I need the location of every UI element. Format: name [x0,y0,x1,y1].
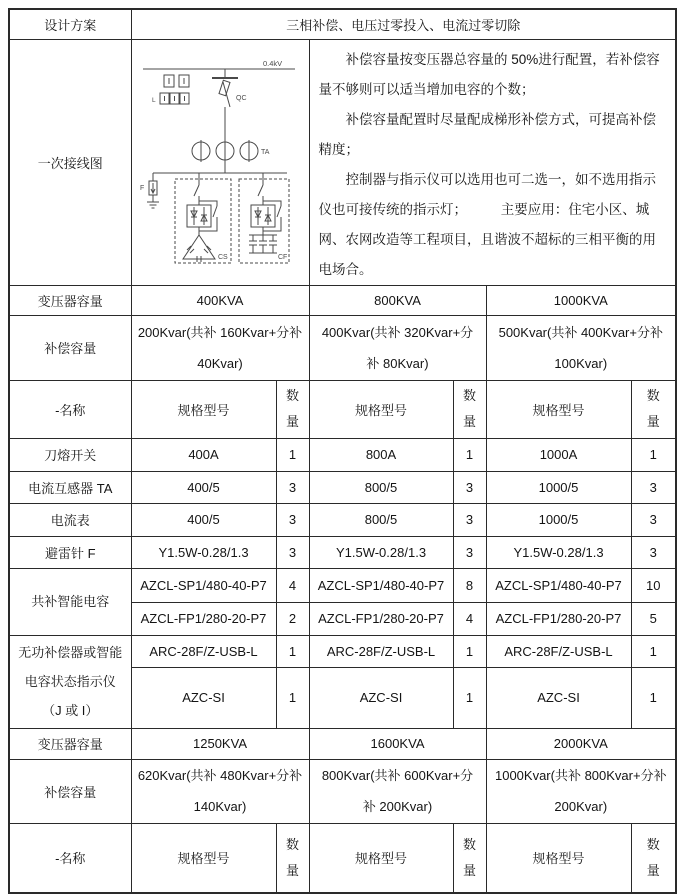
qty-cell: 3 [631,536,676,568]
qty-cell: 3 [276,536,309,568]
spec-cell: AZC-SI [486,667,631,728]
spec-cell: AZCL-FP1/280-20-P7 [131,602,276,635]
spec-cell: Y1.5W-0.28/1.3 [486,536,631,568]
transformer-value: 1250KVA [131,728,309,759]
header-row-2 [9,823,676,893]
spec-cell: ARC-28F/Z-USB-L [486,635,631,667]
transformer-value: 800KVA [309,285,486,315]
spec-cell: 800/5 [309,503,453,536]
qty-cell: 1 [453,667,486,728]
compensation-value: 620Kvar(共补 480Kvar+分补 140Kvar) [131,759,309,823]
qty-cell: 1 [631,667,676,728]
transformer-row-2 [9,728,676,759]
meter-label: L [152,97,156,104]
spec-cell: AZCL-FP1/280-20-P7 [486,602,631,635]
item-row [9,635,676,667]
header-spec: 规格型号 [486,823,631,893]
spec-cell: 1000/5 [486,503,631,536]
transformer-value: 1600KVA [309,728,486,759]
transformer-row-1 [9,285,676,315]
transformer-label: 变压器容量 [9,728,131,759]
compensation-value: 1000Kvar(共补 800Kvar+分补 200Kvar) [486,759,676,823]
spec-cell: 800A [309,438,453,471]
design-row [9,9,676,39]
spec-cell: 400/5 [131,503,276,536]
header-row-1 [9,380,676,438]
compensation-row-2 [9,759,676,823]
spec-cell: 400A [131,438,276,471]
header-qty [453,380,486,438]
header-qty-text: 数量 [285,388,299,429]
qty-cell: 10 [631,568,676,602]
spec-cell: AZC-SI [309,667,453,728]
qty-cell: 3 [631,503,676,536]
header-qty [453,823,486,893]
spec-cell: 1000A [486,438,631,471]
single-line-diagram [137,55,303,269]
qty-cell: 2 [276,602,309,635]
spec-cell: AZCL-SP1/480-40-P7 [309,568,453,602]
arrester-label: F [140,185,145,192]
spec-table [8,8,677,894]
qty-cell: 5 [631,602,676,635]
spec-cell: Y1.5W-0.28/1.3 [131,536,276,568]
spec-cell: ARC-28F/Z-USB-L [309,635,453,667]
qty-cell: 3 [276,503,309,536]
spec-cell: ARC-28F/Z-USB-L [131,635,276,667]
qty-cell: 1 [453,438,486,471]
qty-cell: 1 [276,635,309,667]
single-line-diagram-cell [131,39,309,285]
qty-cell: 1 [631,635,676,667]
compensation-row-1 [9,315,676,380]
compensation-value: 400Kvar(共补 320Kvar+分补 80Kvar) [309,315,486,380]
compensation-label: 补偿容量 [9,315,131,380]
ct-label: TA [261,149,270,156]
item-name: 避雷针 F [9,536,131,568]
header-qty [276,380,309,438]
switch-label: QC [236,95,247,102]
header-spec: 规格型号 [131,823,276,893]
item-name: 共补智能电容 [9,568,131,635]
qty-cell: 4 [453,602,486,635]
spec-cell: AZCL-FP1/280-20-P7 [309,602,453,635]
header-spec: 规格型号 [486,380,631,438]
spec-cell: AZCL-SP1/480-40-P7 [486,568,631,602]
header-name: -名称 [9,380,131,438]
compensation-value: 500Kvar(共补 400Kvar+分补 100Kvar) [486,315,676,380]
spec-cell: 400/5 [131,471,276,503]
header-qty [631,823,676,893]
header-spec: 规格型号 [309,380,453,438]
header-name: -名称 [9,823,131,893]
item-name: 无功补偿器或智能电容状态指示仪（J 或 I） [9,635,131,728]
header-spec: 规格型号 [131,380,276,438]
header-qty [276,823,309,893]
note-line: 补偿容量配置时尽量配成梯形补偿方式，可提高补偿精度； [318,111,656,157]
qty-cell: 3 [453,471,486,503]
compensation-value: 800Kvar(共补 600Kvar+分补 200Kvar) [309,759,486,823]
header-spec: 规格型号 [309,823,453,893]
qty-cell: 4 [276,568,309,602]
qty-cell: 3 [276,471,309,503]
spec-cell: 800/5 [309,471,453,503]
item-name: 电流互感器 TA [9,471,131,503]
spec-cell: AZC-SI [131,667,276,728]
header-qty-text: 数量 [462,836,476,878]
transformer-label: 变压器容量 [9,285,131,315]
item-row [9,438,676,471]
star-group-label: CF [278,254,288,261]
header-qty-text: 数量 [646,836,660,878]
qty-cell: 1 [276,438,309,471]
wiring-label: 一次接线图 [9,39,131,285]
transformer-value: 400KVA [131,285,309,315]
item-row [9,568,676,602]
qty-cell: 1 [453,635,486,667]
note-line: 控制器与指示仪可以选用也可二选一，如不选用指示仪也可接传统的指示灯； 主要应用：住宅小区、城网、农网改造等工程项目，且谐波不超标的三相平衡的用电场合。 [318,171,656,277]
qty-cell: 3 [453,536,486,568]
qty-cell: 3 [453,503,486,536]
compensation-value: 200Kvar(共补 160Kvar+分补 40Kvar) [131,315,309,380]
compensation-label: 补偿容量 [9,759,131,823]
qty-cell: 1 [631,438,676,471]
note-line: 补偿容量按变压器总容量的 50%进行配置，若补偿容量不够则可以适当增加电容的个数； [318,51,660,97]
transformer-value: 1000KVA [486,285,676,315]
qty-cell: 3 [631,471,676,503]
voltage-label: 0.4kV [263,59,283,68]
spec-cell: Y1.5W-0.28/1.3 [309,536,453,568]
header-qty [631,380,676,438]
item-row [9,471,676,503]
header-qty-text: 数量 [462,388,476,429]
wiring-notes [309,39,676,285]
spec-cell: AZCL-SP1/480-40-P7 [131,568,276,602]
header-qty-text: 数量 [285,836,299,878]
transformer-value: 2000KVA [486,728,676,759]
spec-cell: 1000/5 [486,471,631,503]
design-label: 设计方案 [9,9,131,39]
wiring-row [9,39,676,285]
qty-cell: 8 [453,568,486,602]
item-name: 电流表 [9,503,131,536]
design-value: 三相补偿、电压过零投入、电流过零切除 [131,9,676,39]
qty-cell: 1 [276,667,309,728]
delta-group-label: CS [218,254,228,261]
header-qty-text: 数量 [646,388,660,429]
item-row [9,536,676,568]
item-name: 刀熔开关 [9,438,131,471]
item-row [9,503,676,536]
